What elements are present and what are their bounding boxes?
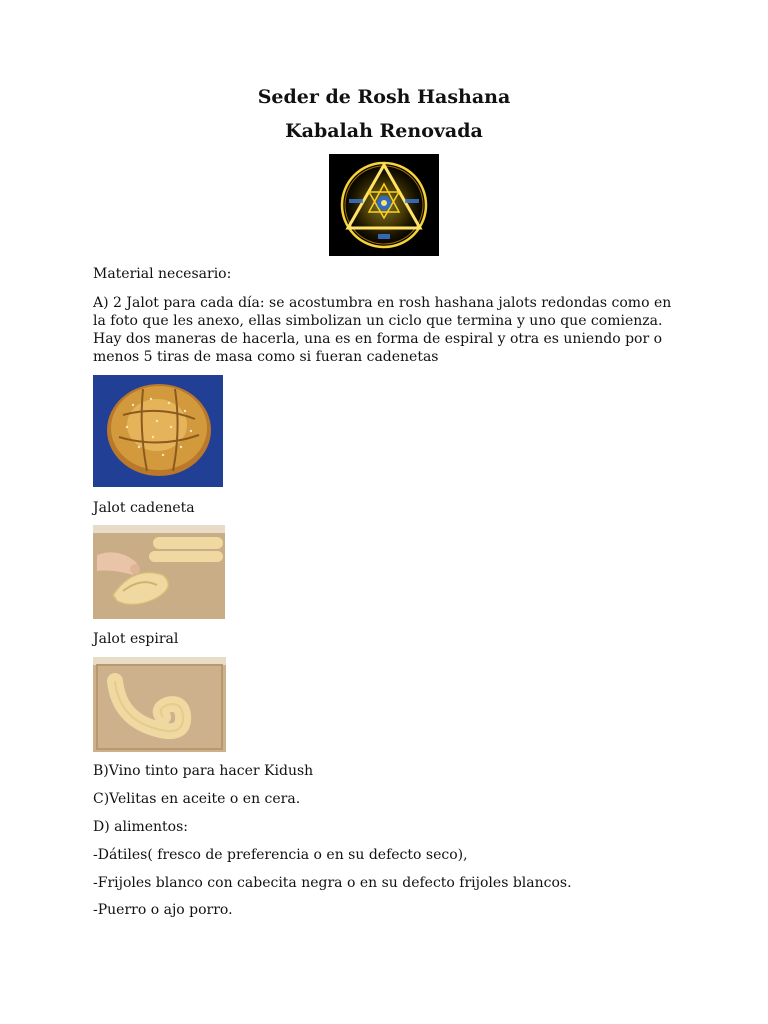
food-item-frijoles: -Frijoles blanco con cabecita negra o en su defecto frijoles blancos. <box>93 875 572 891</box>
food-item-puerro: -Puerro o ajo porro. <box>93 902 233 918</box>
spiral-dough-photo <box>93 657 226 752</box>
round-challah-photo <box>93 375 223 487</box>
food-item-datiles: -Dátiles( fresco de preferencia o en su defecto seco), <box>93 847 468 863</box>
caption-jalot-cadeneta: Jalot cadeneta <box>93 500 195 516</box>
kabalah-emblem-image <box>329 154 439 256</box>
item-d: D) alimentos: <box>93 819 188 835</box>
caption-jalot-espiral: Jalot espiral <box>93 631 179 647</box>
material-heading: Material necesario: <box>93 266 232 282</box>
braided-dough-photo <box>93 525 225 619</box>
item-a-paragraph: A) 2 Jalot para cada día: se acostumbra en rosh hashana jalots redondas como en la foto que les anexo, ellas simbolizan un ciclo que termina y uno que comienza. Hay dos maneras de hacerla, una es en forma de espiral y otra es uniendo por o menos 5 tiras de masa como si fueran cadenetas <box>93 295 672 365</box>
document-subtitle: Kabalah Renovada <box>285 120 483 142</box>
document-title: Seder de Rosh Hashana <box>257 86 511 108</box>
item-c: C)Velitas en aceite o en cera. <box>93 791 301 807</box>
item-b: B)Vino tinto para hacer Kidush <box>93 763 314 779</box>
